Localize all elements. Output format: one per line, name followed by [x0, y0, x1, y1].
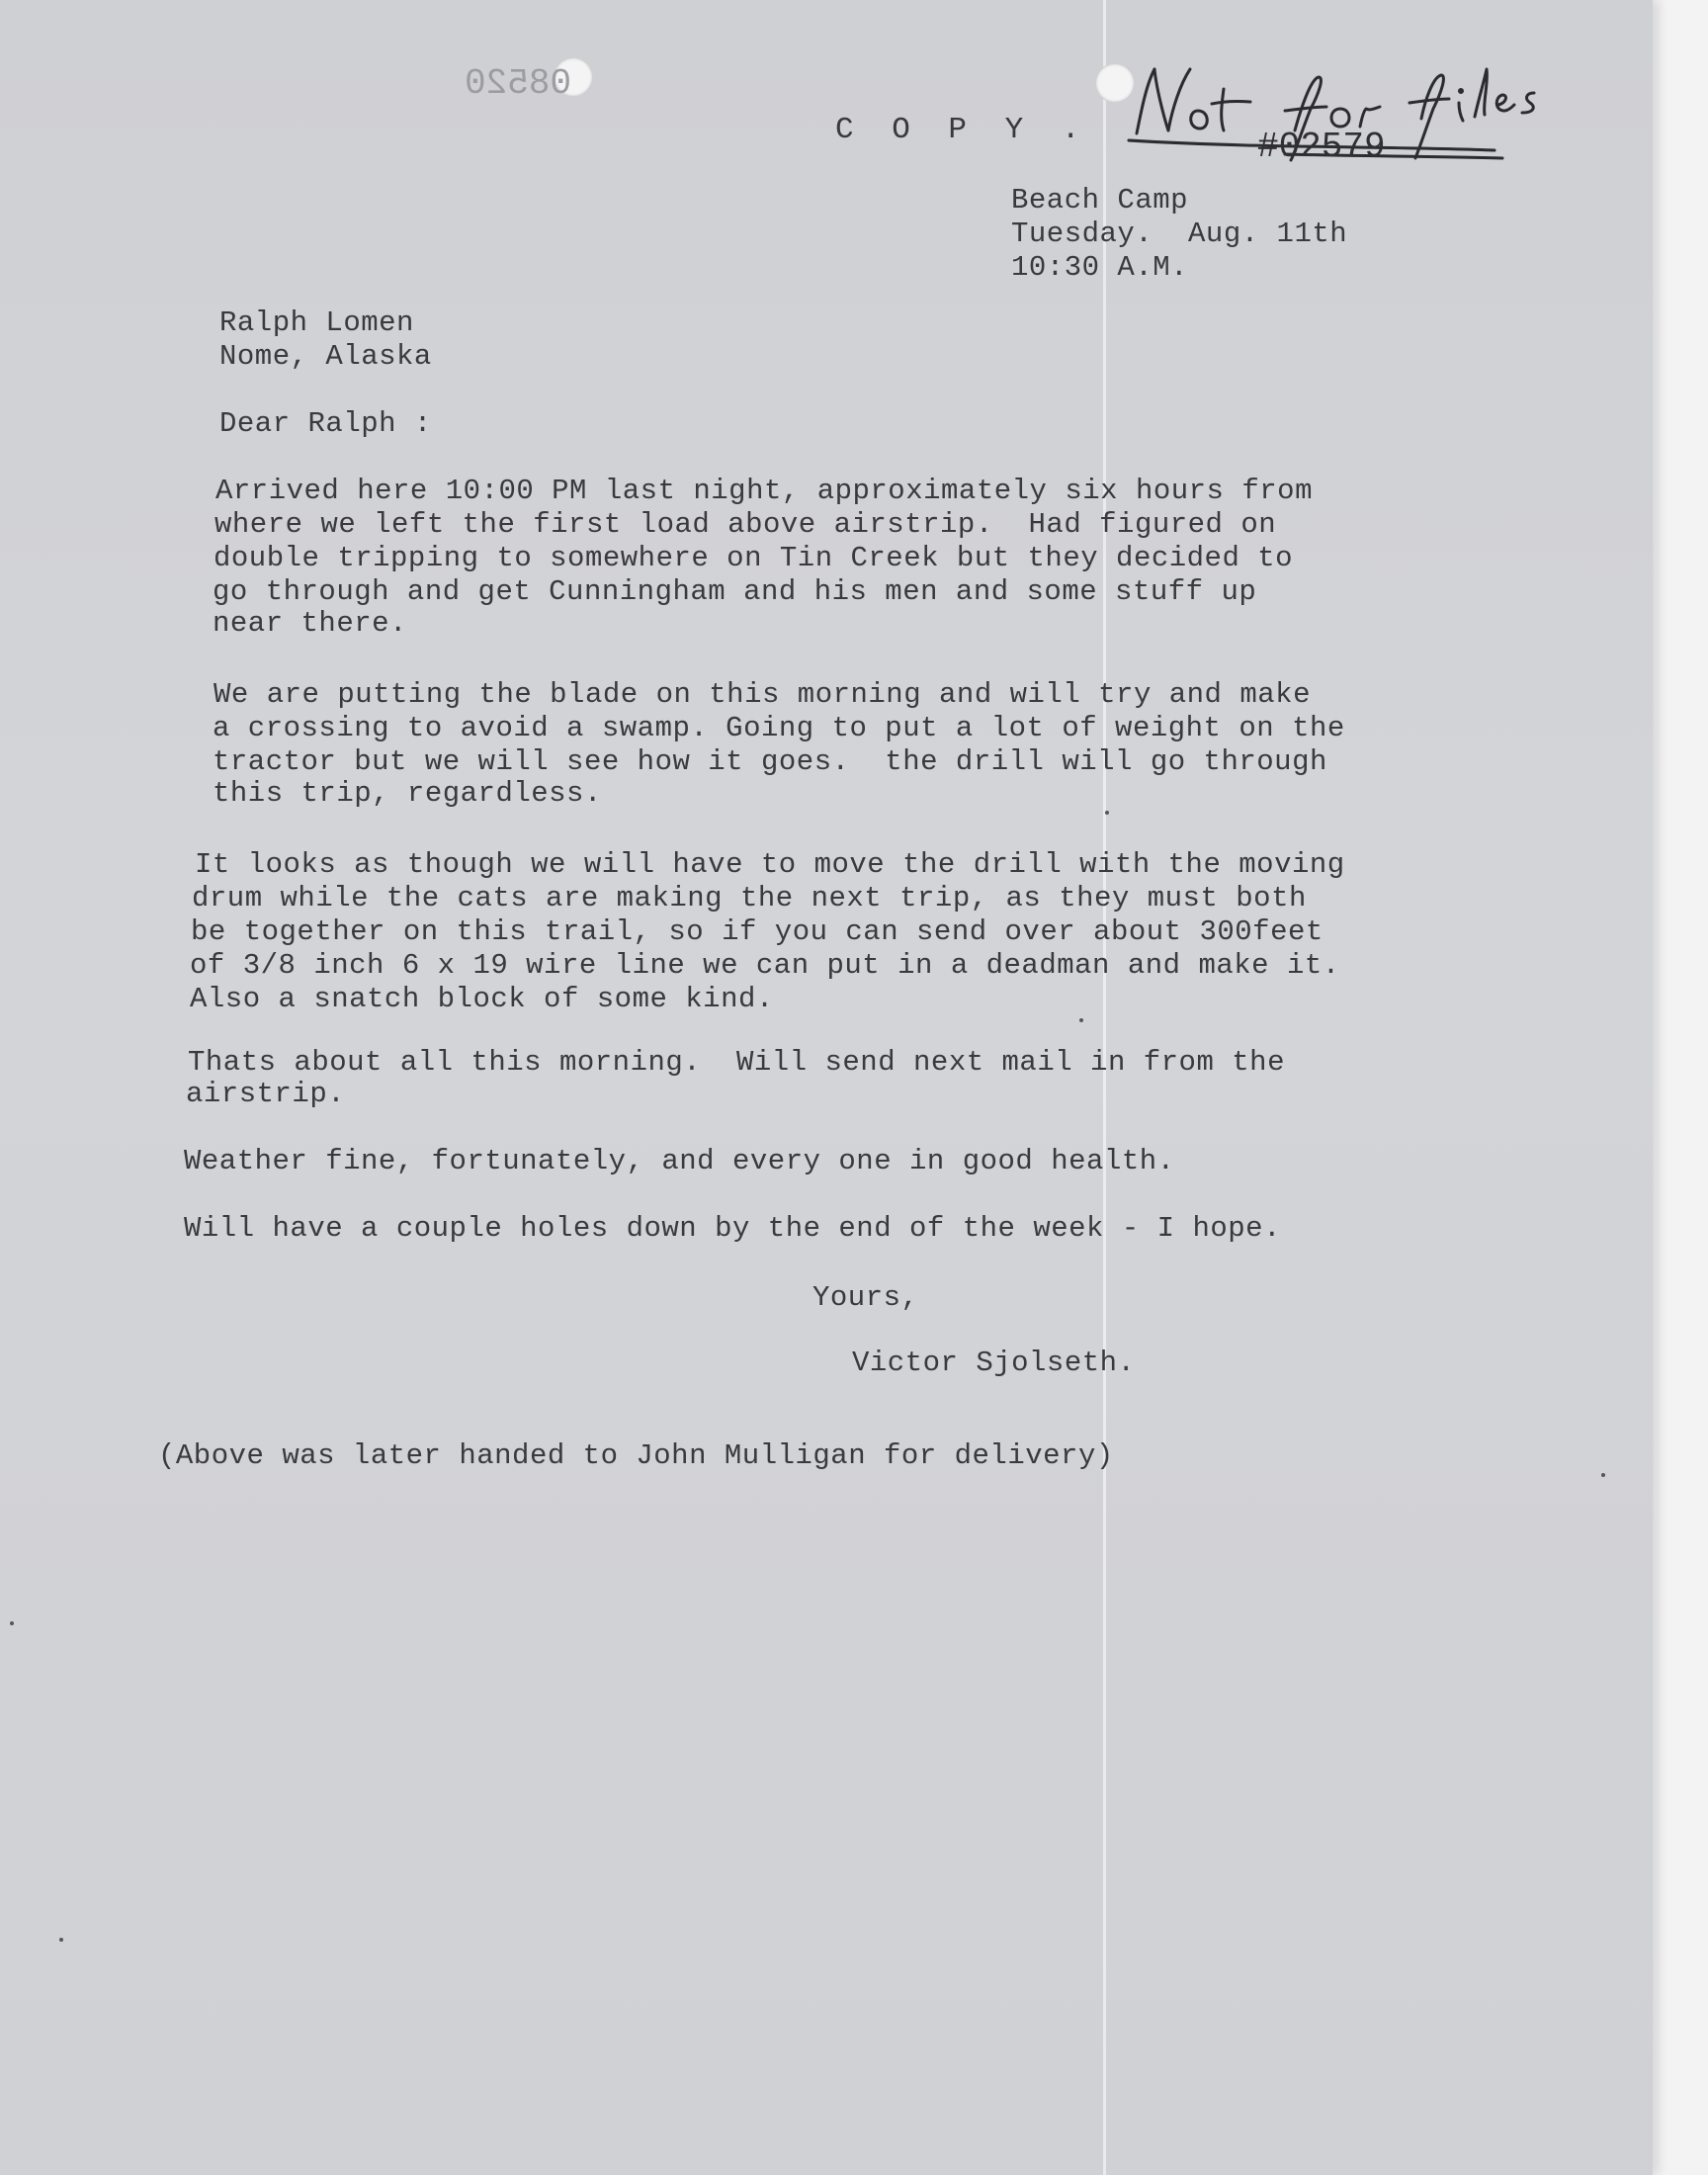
recipient-name: Ralph Lomen — [219, 306, 414, 339]
paragraph-line: Weather fine, fortunately, and every one in good health. — [184, 1145, 1175, 1177]
paragraph-line: Arrived here 10:00 PM last night, approximately six hours from — [215, 475, 1313, 507]
paragraph-line: where we left the first load above airstrip. Had figured on — [214, 508, 1277, 541]
paragraph-line: go through and get Cunningham and his men and some stuff up — [213, 575, 1257, 608]
paragraph-line: of 3/8 inch 6 x 19 wire line we can put in a deadman and make it. — [190, 949, 1340, 982]
paragraph-line: Also a snatch block of some kind. — [190, 983, 774, 1015]
copy-label: C O P Y . — [835, 113, 1090, 147]
bleed-through-number: 08520 — [465, 63, 572, 104]
paragraph-line: We are putting the blade on this morning and will try and make — [214, 678, 1311, 711]
paragraph-line: double tripping to somewhere on Tin Creek but they decided to — [214, 542, 1294, 574]
paragraph-line: tractor but we will see how it goes. the drill will go through — [213, 745, 1327, 778]
signature: Victor Sjolseth. — [852, 1347, 1136, 1379]
paragraph-line: this trip, regardless. — [213, 777, 602, 810]
paragraph-line: Will have a couple holes down by the end of the week - I hope. — [184, 1212, 1281, 1245]
header-time: 10:30 A.M. — [1011, 251, 1189, 284]
header-location: Beach Camp — [1011, 184, 1189, 217]
page-fold-line — [1103, 0, 1106, 2175]
postscript: (Above was later handed to John Mulligan for delivery) — [158, 1439, 1114, 1472]
paragraph-line: It looks as though we will have to move the drill with the moving — [195, 848, 1345, 881]
paragraph-line: a crossing to avoid a swamp. Going to put a lot of weight on the — [213, 712, 1345, 744]
paragraph-line: be together on this trail, so if you can send over about 300feet — [191, 915, 1324, 948]
closing: Yours, — [812, 1281, 919, 1314]
paragraph-line: Thats about all this morning. Will send next mail in from the — [188, 1046, 1285, 1079]
recipient-city: Nome, Alaska — [219, 340, 432, 373]
header-date: Tuesday. Aug. 11th — [1011, 218, 1348, 250]
salutation: Dear Ralph : — [219, 407, 432, 440]
paragraph-line: near there. — [213, 607, 407, 640]
paragraph-line: airstrip. — [186, 1078, 346, 1110]
paragraph-line: drum while the cats are making the next trip, as they must both — [192, 882, 1307, 914]
file-number-stamp: #02579 — [1257, 127, 1386, 167]
